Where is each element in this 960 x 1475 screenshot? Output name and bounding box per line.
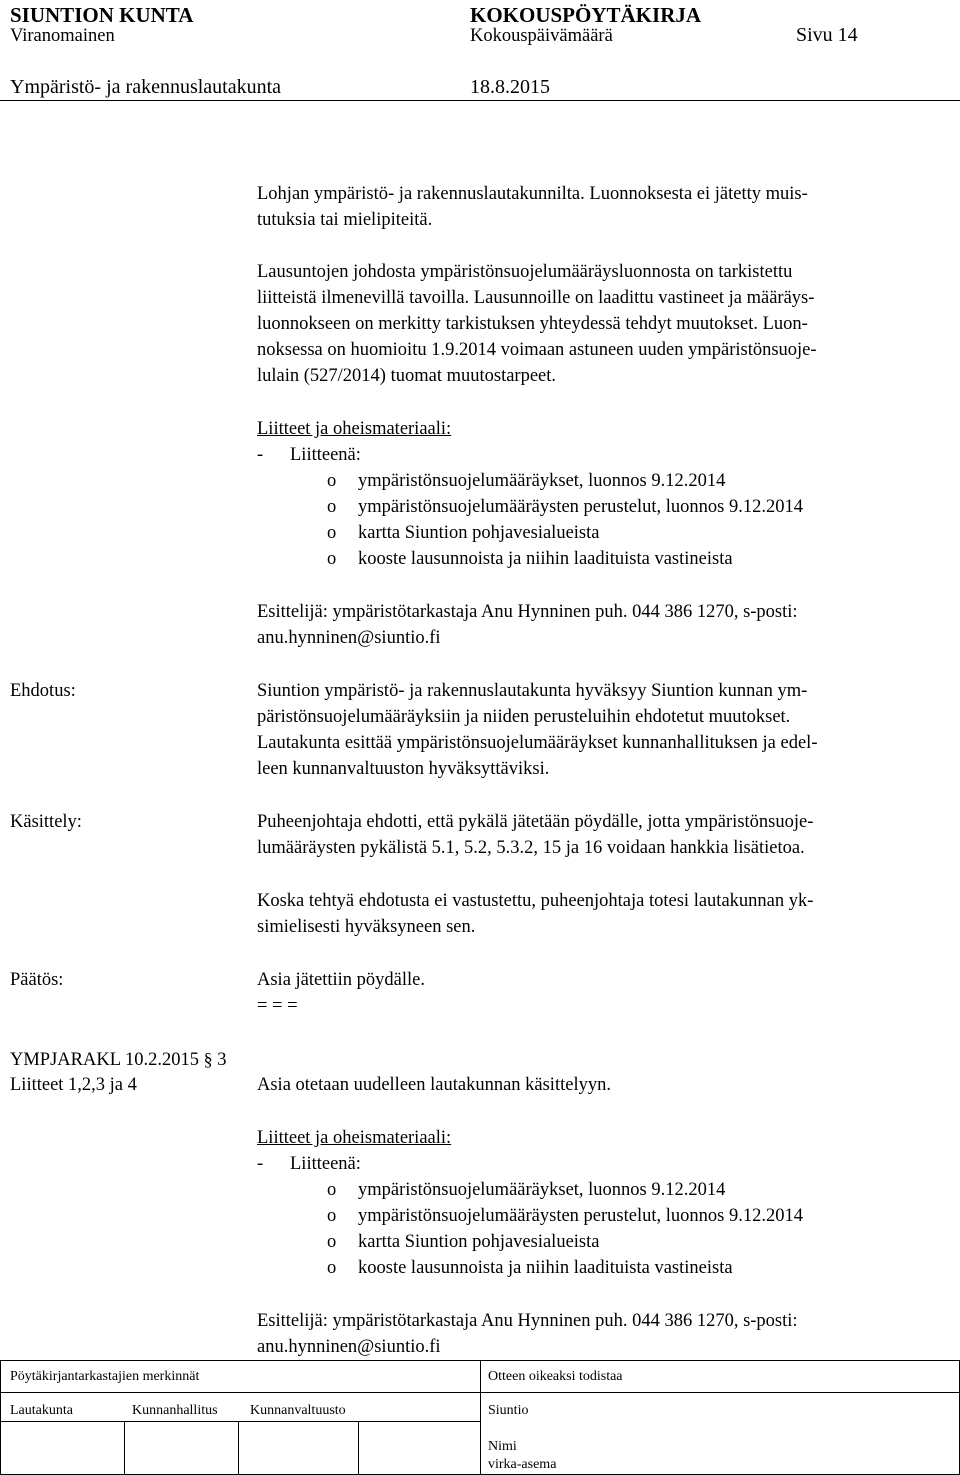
header-divider [0, 100, 960, 101]
meeting-date-label: Kokouspäivämäärä [470, 26, 613, 46]
meeting-date: 18.8.2015 [470, 76, 550, 98]
handling-text: Puheenjohtaja ehdotti, että pykälä jätetään pöydälle, jotta ympäristönsuoje- lumääräysten pykälistä 5.1, 5.2, 5.3.2, 15 ja 16 voidaan hankkia lisätietoa. [257, 812, 814, 858]
proposal-label: Ehdotus: [10, 681, 76, 701]
footer-col-divider [480, 1360, 481, 1475]
paragraph-statements: Lausuntojen johdosta ympäristönsuojelumääräysluonnosta on tarkistettu liitteistä ilmenevillä tavoilla. Lausunnoille on laadittu vastineet ja määräys- luonnokseen on merkitty tarkistuksen yhteydessä tehdyt muutokset. Luon- noksessa on huomioitu 1.9.2014 voimaan astuneen uuden ympäristönsuoje- lulain (527/2014) tuomat muutostarpeet. [257, 262, 817, 386]
section2-attachment-item: o kooste lausunnoista ja niihin laadituista vastineista [327, 1258, 733, 1278]
attachments-sub-heading: - Liitteenä: [257, 445, 361, 465]
footer-col-divider [124, 1421, 125, 1475]
paragraph-preparation: Lohjan ympäristö- ja rakennuslautakunnilta. Luonnoksesta ei jätetty muis- tutuksia tai mielipiteitä. [257, 184, 808, 230]
section2-presenter-info: Esittelijä: ympäristötarkastaja Anu Hynninen puh. 044 386 1270, s-posti: anu.hynninen@siuntio.fi [257, 1308, 947, 1360]
decision-end-mark: = = = [257, 996, 298, 1016]
footer-col-divider [238, 1421, 239, 1475]
attachment-item: o kartta Siuntion pohjavesialueista [327, 523, 600, 543]
authority-name: Ympäristö- ja rakennuslautakunta [10, 76, 282, 98]
handling-text-2: Koska tehtyä ehdotusta ei vastustettu, puheenjohtaja totesi lautakunnan yk- simielisesti hyväksyneen sen. [257, 891, 814, 937]
attachment-item: o ympäristönsuojelumääräysten perustelut, luonnos 9.12.2014 [327, 497, 803, 517]
municipality-name: SIUNTION KUNTA [10, 3, 194, 27]
section2-attachment-item: o kartta Siuntion pohjavesialueista [327, 1232, 600, 1252]
footer-col-board: Kunnanvaltuusto [250, 1403, 346, 1418]
section2-attachments-label: Liitteet 1,2,3 ja 4 [10, 1075, 137, 1095]
footer-name-label: Nimi [488, 1439, 517, 1454]
section2-attachments-sub-heading: - Liitteenä: [257, 1154, 361, 1174]
decision-text: Asia jätettiin pöydälle. [257, 970, 425, 990]
checkers-label: Pöytäkirjantarkastajien merkinnät [10, 1369, 200, 1384]
document-type: KOKOUSPÖYTÄKIRJA [470, 3, 702, 27]
footer-col-header-border [0, 1421, 480, 1422]
handling-label: Käsittely: [10, 812, 82, 832]
footer-col-board: Lautakunta [10, 1403, 73, 1418]
footer-col-board: Kunnanhallitus [132, 1403, 218, 1418]
attachment-item: o kooste lausunnoista ja niihin laadituista vastineista [327, 549, 733, 569]
presenter-email: anu.hynninen@siuntio.fi [257, 628, 441, 648]
proposal-text: Siuntion ympäristö- ja rakennuslautakunta hyväksyy Siuntion kunnan ym- päristönsuojelumääräyksiin ja niiden perusteluihin ehdotetut muutokset. Lautakunta esittää ympäristönsuojelumääräykset kunnanhallituksen ja edel- leen kunnanvaltuuston hyväksyttäviksi. [257, 681, 818, 779]
footer-place: Siuntio [488, 1403, 529, 1418]
section-symbol: § [203, 1049, 213, 1069]
footer-position-label: virka-asema [488, 1457, 557, 1472]
certified-label: Otteen oikeaksi todistaa [488, 1369, 623, 1384]
attachments-heading: Liitteet ja oheismateriaali: [257, 419, 452, 439]
page-number: Sivu 14 [796, 24, 858, 46]
footer-col-divider [358, 1421, 359, 1475]
footer-left-border [0, 1360, 1, 1475]
section2-presenter-email: anu.hynninen@siuntio.fi [257, 1337, 441, 1357]
attachment-item: o ympäristönsuojelumääräykset, luonnos 9.12.2014 [327, 471, 726, 491]
section2-attachment-item: o ympäristönsuojelumääräykset, luonnos 9.12.2014 [327, 1180, 726, 1200]
previous-meeting-ref: YMPJARAKL 10.2.2015 § 3 [10, 1049, 227, 1070]
decision-label: Päätös: [10, 970, 64, 990]
presenter-info: Esittelijä: ympäristötarkastaja Anu Hynninen puh. 044 386 1270, s-posti: anu.hynninen@siuntio.fi [257, 599, 947, 651]
section2-note: Asia otetaan uudelleen lautakunnan käsittelyyn. [257, 1075, 611, 1095]
authority-label: Viranomainen [10, 26, 115, 46]
section2-attachments-heading: Liitteet ja oheismateriaali: [257, 1128, 452, 1148]
section2-attachment-item: o ympäristönsuojelumääräysten perustelut, luonnos 9.12.2014 [327, 1206, 803, 1226]
